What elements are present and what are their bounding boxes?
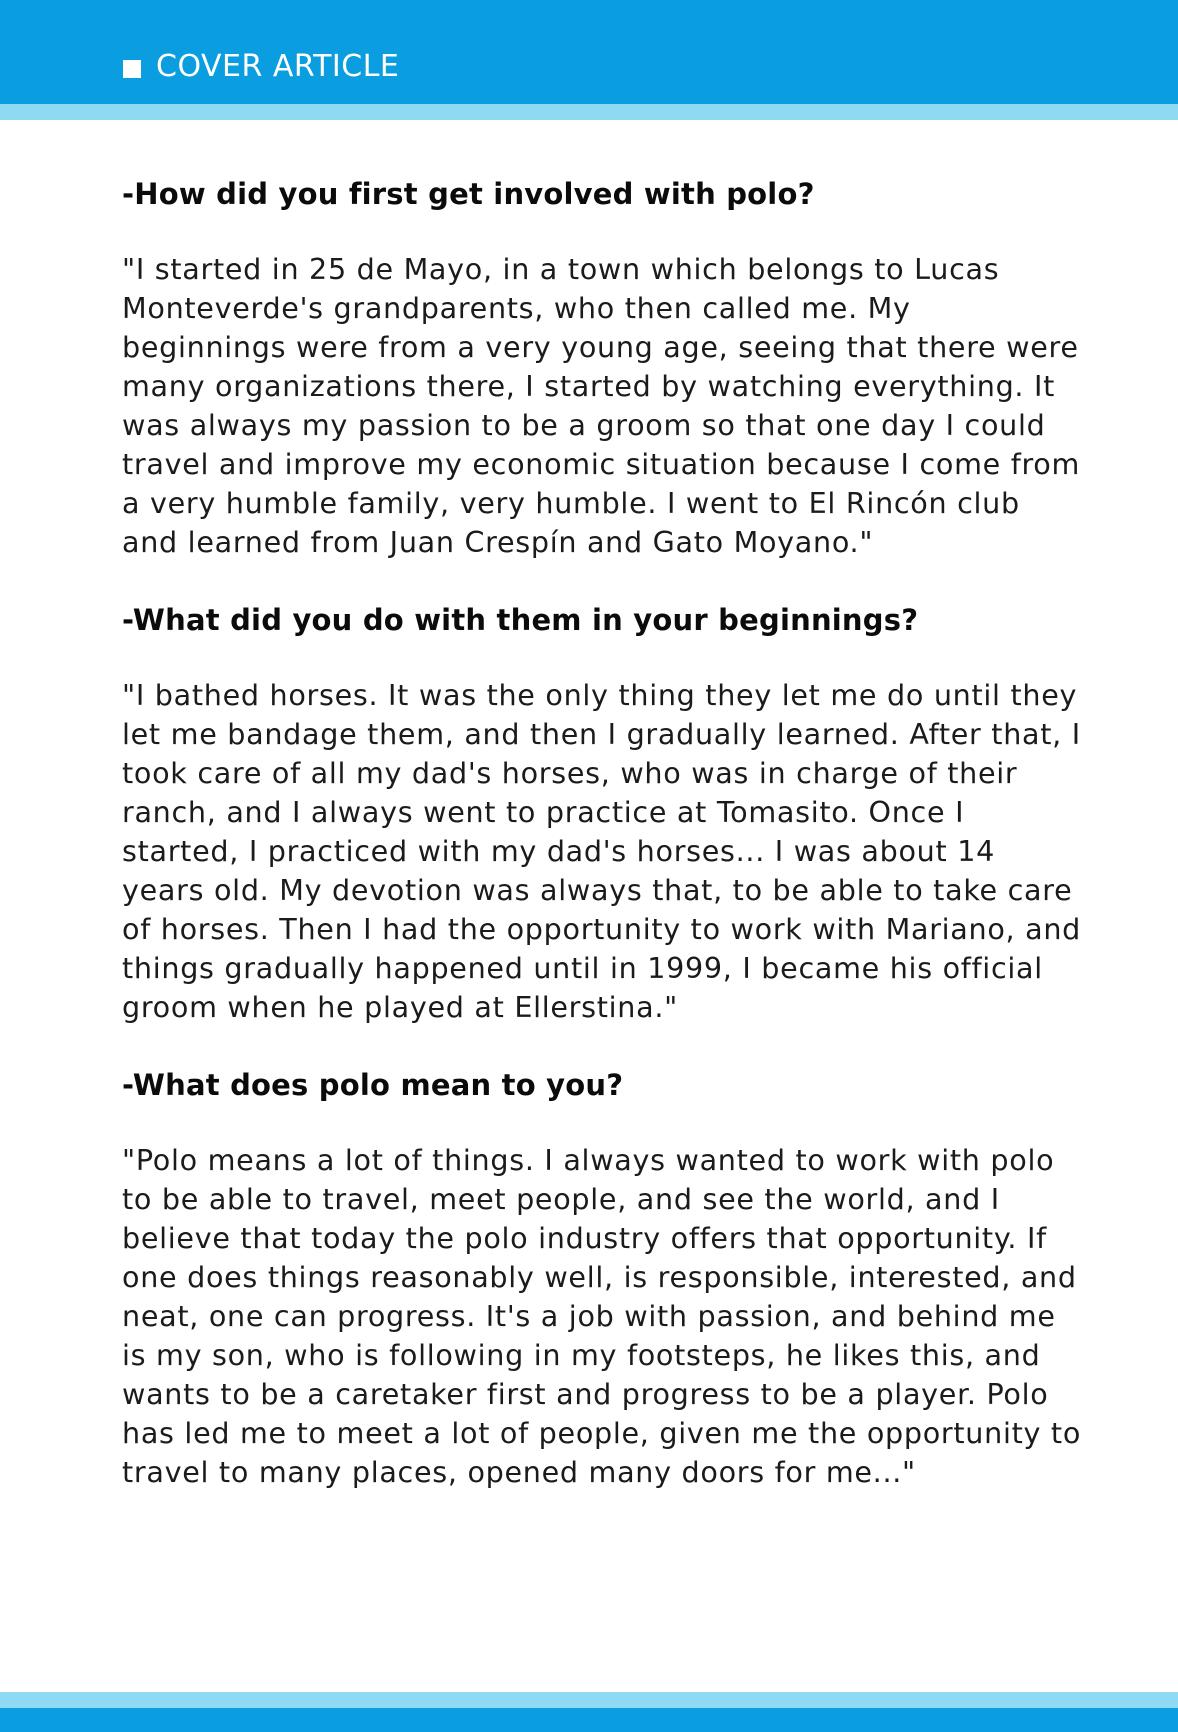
article-body: [122, 174, 1082, 1530]
interview-answer: "Polo means a lot of things. I always wanted to work with polo to be able to travel, meet people, and see the world, and I believe that today the polo industry offers that opportunity. If one does things reasonably well, is responsible, interested, and neat, one can progress. It's a job with passion, and behind me is my son, who is following in my footsteps, he likes this, and wants to be a caretaker first and progress to be a player. Polo has led me to meet a lot of people, given me the opportunity to travel to many places, opened many doors for me...": [122, 1143, 1082, 1489]
interview-question: -What does polo mean to you?: [122, 1068, 624, 1102]
square-bullet-icon: [123, 60, 141, 78]
interview-answer: "I started in 25 de Mayo, in a town which belongs to Lucas Monteverde's grandparents, who then called me. My beginnings were from a very young age, seeing that there were many organizations there, I started by watching everything. It was always my passion to be a groom so that one day I could travel and improve my economic situation because I come from a very humble family, very humble. I went to El Rincón club and learned from Juan Crespín and Gato Moyano.": [122, 252, 1081, 559]
footer-accent-stripe: [0, 1692, 1178, 1708]
interview-question: -How did you first get involved with polo?: [122, 177, 815, 211]
interview-question: -What did you do with them in your beginnings?: [122, 603, 919, 637]
section-label: COVER ARTICLE: [156, 49, 400, 84]
header-accent-stripe: [0, 104, 1178, 120]
header-bar: [0, 0, 1178, 104]
interview-answer: "I bathed horses. It was the only thing they let me do until they let me bandage them, and then I gradually learned. After that, I took care of all my dad's horses, who was in charge of their ranch, and I always went to practice at Tomasito. Once I started, I practiced with my dad's horses... I was about 14 years old. My devotion was always that, to be able to take care of horses. Then I had the opportunity to work with Mariano, and things gradually happened until in 1999, I became his official groom when he played at Ellerstina.": [122, 678, 1082, 1024]
interview-block-2: [122, 600, 1082, 1027]
interview-block-3: [122, 1065, 1082, 1492]
interview-block-1: [122, 174, 1082, 562]
footer-bar: [0, 1708, 1178, 1732]
